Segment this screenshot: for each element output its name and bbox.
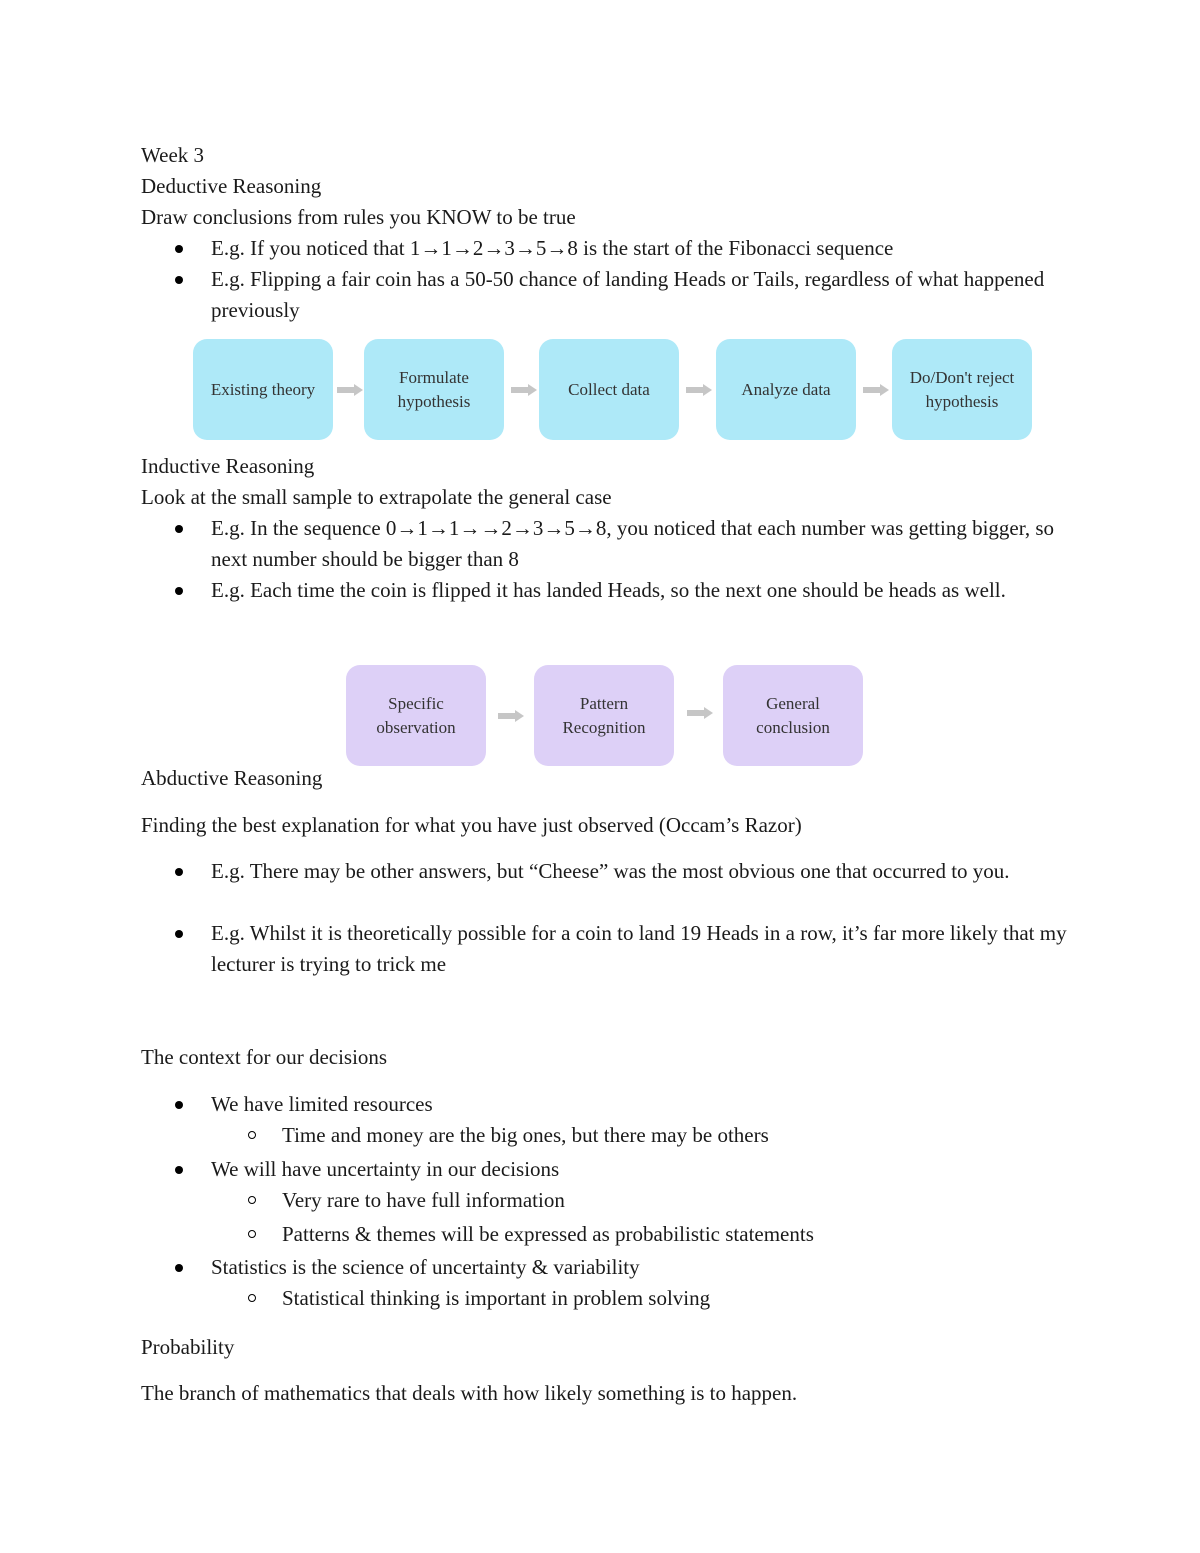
list-item <box>141 856 1071 887</box>
inductive-definition: Look at the small sample to extrapolate the general case <box>141 485 612 509</box>
list-item <box>141 233 1071 264</box>
context-heading: The context for our decisions <box>141 1045 388 1069</box>
sub-list-item-text: Statistical thinking is important in problem solving <box>282 1286 711 1310</box>
bullet-icon <box>175 930 183 938</box>
hollow-bullet-icon <box>248 1230 256 1238</box>
abductive-definition: Finding the best explanation for what you have just observed (Occam’s Razor) <box>141 813 802 837</box>
flow-step-reject-hypothesis: Do/Don't reject hypothesis <box>892 339 1032 440</box>
list-item-text: E.g. Whilst it is theoretically possible for a coin to land 19 Heads in a row, it’s far more likely that my lecturer is trying to trick me <box>211 921 1067 976</box>
flow-step-formulate-hypothesis: Formulate hypothesis <box>364 339 504 440</box>
list-item <box>141 264 1071 326</box>
bullet-icon <box>175 525 183 533</box>
sub-list-item-text: Very rare to have full information <box>282 1188 565 1212</box>
flow-step-specific-observation: Specific observation <box>346 665 486 766</box>
arrow-right-icon <box>337 384 363 396</box>
hollow-bullet-icon <box>248 1131 256 1139</box>
list-item-text: E.g. Each time the coin is flipped it has landed Heads, so the next one should be heads as well. <box>211 578 1006 602</box>
arrow-right-icon <box>511 384 537 396</box>
bullet-icon <box>175 1166 183 1174</box>
list-item-text: E.g. In the sequence 0→1→1→→2→3→5→8, you noticed that each number was getting bigger, so next number should be bigger than 8 <box>211 516 1055 571</box>
probability-heading: Probability <box>141 1335 235 1359</box>
list-item-text: E.g. If you noticed that 1→1→2→3→5→8 is the start of the Fibonacci sequence <box>211 236 894 260</box>
bullet-icon <box>175 868 183 876</box>
flow-step-pattern-recognition: Pattern Recognition <box>534 665 674 766</box>
inductive-heading: Inductive Reasoning <box>141 454 315 478</box>
sub-list-item <box>141 1219 1071 1250</box>
arrow-right-icon <box>686 384 712 396</box>
flow-step-general-conclusion: General conclusion <box>723 665 863 766</box>
bullet-icon <box>175 245 183 253</box>
bullet-icon <box>175 1101 183 1109</box>
flow-step-existing-theory: Existing theory <box>193 339 333 440</box>
sub-list-item <box>141 1283 1071 1314</box>
flow-step-collect-data: Collect data <box>539 339 679 440</box>
list-item <box>141 1252 1071 1283</box>
sub-list-item <box>141 1185 1071 1216</box>
list-item-text: We have limited resources <box>211 1092 433 1116</box>
deductive-heading: Deductive Reasoning <box>141 174 322 198</box>
hollow-bullet-icon <box>248 1294 256 1302</box>
abductive-heading: Abductive Reasoning <box>141 766 323 790</box>
arrow-right-icon <box>498 710 524 722</box>
deductive-definition: Draw conclusions from rules you KNOW to be true <box>141 205 576 229</box>
hollow-bullet-icon <box>248 1196 256 1204</box>
list-item-text: E.g. There may be other answers, but “Cheese” was the most obvious one that occurred to you. <box>211 859 1010 883</box>
probability-definition: The branch of mathematics that deals with how likely something is to happen. <box>141 1381 798 1405</box>
list-item <box>141 918 1071 980</box>
list-item <box>141 513 1071 575</box>
list-item <box>141 1089 1071 1120</box>
arrow-right-icon <box>863 384 889 396</box>
list-item-text: We will have uncertainty in our decisions <box>211 1157 560 1181</box>
flow-step-analyze-data: Analyze data <box>716 339 856 440</box>
bullet-icon <box>175 587 183 595</box>
bullet-icon <box>175 276 183 284</box>
list-item <box>141 575 1071 606</box>
list-item-text: Statistics is the science of uncertainty & variability <box>211 1255 640 1279</box>
week-title: Week 3 <box>141 143 205 167</box>
sub-list-item-text: Patterns & themes will be expressed as probabilistic statements <box>282 1222 814 1246</box>
list-item-text: E.g. Flipping a fair coin has a 50-50 chance of landing Heads or Tails, regardless of what happened previously <box>211 267 1045 322</box>
bullet-icon <box>175 1264 183 1272</box>
list-item <box>141 1154 1071 1185</box>
sub-list-item <box>141 1120 1071 1151</box>
sub-list-item-text: Time and money are the big ones, but there may be others <box>282 1123 769 1147</box>
arrow-right-icon <box>687 707 713 719</box>
